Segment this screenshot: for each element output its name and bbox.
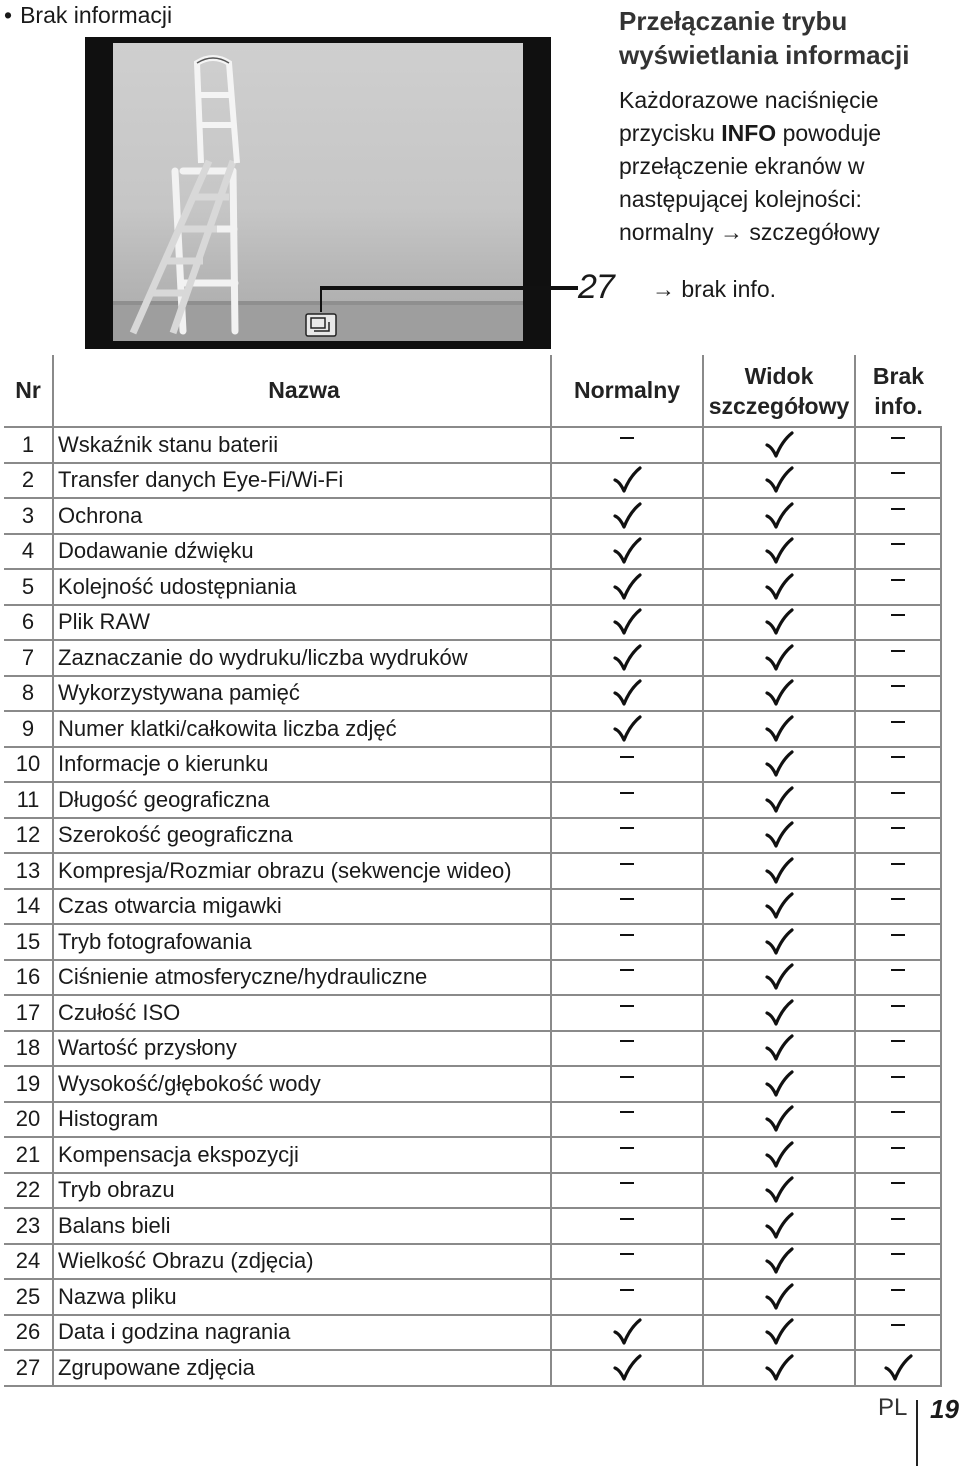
dash-icon bbox=[891, 1147, 905, 1149]
row-name: Plik RAW bbox=[53, 605, 551, 641]
row-normal bbox=[551, 995, 703, 1031]
dash-icon bbox=[620, 1182, 634, 1184]
row-name: Czułość ISO bbox=[53, 995, 551, 1031]
table-row bbox=[4, 889, 941, 925]
row-name: Ciśnienie atmosferyczne/hydrauliczne bbox=[53, 960, 551, 996]
table-row bbox=[4, 534, 941, 570]
dash-icon bbox=[891, 1005, 905, 1007]
table-row bbox=[4, 1066, 941, 1102]
check-icon bbox=[764, 821, 794, 846]
row-none bbox=[855, 924, 941, 960]
row-name: Wartość przysłony bbox=[53, 1031, 551, 1067]
row-name: Wskaźnik stanu baterii bbox=[53, 427, 551, 463]
check-icon bbox=[883, 1354, 913, 1379]
row-detail bbox=[703, 605, 855, 641]
dash-icon bbox=[891, 614, 905, 616]
row-detail bbox=[703, 853, 855, 889]
row-detail bbox=[703, 1350, 855, 1386]
row-none bbox=[855, 1137, 941, 1173]
table-row bbox=[4, 1279, 941, 1315]
row-number: 19 bbox=[4, 1066, 53, 1102]
row-detail bbox=[703, 960, 855, 996]
row-name: Balans bieli bbox=[53, 1208, 551, 1244]
table-row bbox=[4, 1315, 941, 1351]
dash-icon bbox=[620, 969, 634, 971]
table-row bbox=[4, 1244, 941, 1280]
dash-icon bbox=[620, 437, 634, 439]
dash-icon bbox=[891, 863, 905, 865]
row-none bbox=[855, 747, 941, 783]
row-detail bbox=[703, 818, 855, 854]
header-none-line1: Brak bbox=[872, 362, 925, 389]
row-number: 10 bbox=[4, 747, 53, 783]
row-detail bbox=[703, 640, 855, 676]
dash-icon bbox=[891, 543, 905, 545]
row-number: 17 bbox=[4, 995, 53, 1031]
callout-pointer bbox=[320, 286, 580, 316]
check-icon bbox=[764, 928, 794, 953]
dash-icon bbox=[891, 472, 905, 474]
row-detail bbox=[703, 782, 855, 818]
row-normal bbox=[551, 1031, 703, 1067]
table-row bbox=[4, 569, 941, 605]
row-number: 21 bbox=[4, 1137, 53, 1173]
table-row bbox=[4, 463, 941, 499]
row-detail bbox=[703, 1279, 855, 1315]
row-number: 18 bbox=[4, 1031, 53, 1067]
display-items-table bbox=[4, 355, 942, 1387]
table-row bbox=[4, 498, 941, 534]
check-icon bbox=[764, 1070, 794, 1095]
row-detail bbox=[703, 463, 855, 499]
row-none bbox=[855, 605, 941, 641]
row-normal bbox=[551, 818, 703, 854]
table-row bbox=[4, 640, 941, 676]
row-none bbox=[855, 463, 941, 499]
row-none bbox=[855, 1350, 941, 1386]
row-none bbox=[855, 427, 941, 463]
row-number: 9 bbox=[4, 711, 53, 747]
row-none bbox=[855, 1244, 941, 1280]
row-name: Wielkość Obrazu (zdjęcia) bbox=[53, 1244, 551, 1280]
check-icon bbox=[612, 1318, 642, 1343]
table-row bbox=[4, 1173, 941, 1209]
row-name: Transfer danych Eye-Fi/Wi-Fi bbox=[53, 463, 551, 499]
table-row bbox=[4, 1102, 941, 1138]
section-title: Przełączanie trybu wyświetlania informacji bbox=[619, 6, 910, 70]
table-row bbox=[4, 1137, 941, 1173]
row-normal bbox=[551, 534, 703, 570]
row-normal bbox=[551, 960, 703, 996]
check-icon bbox=[612, 608, 642, 633]
check-icon bbox=[764, 537, 794, 562]
callout-number: 27 bbox=[578, 268, 614, 306]
display-mode-section bbox=[619, 4, 919, 302]
header-detail bbox=[703, 355, 855, 427]
row-detail bbox=[703, 676, 855, 712]
check-icon bbox=[764, 857, 794, 882]
row-name: Zgrupowane zdjęcia bbox=[53, 1350, 551, 1386]
dash-icon bbox=[891, 1289, 905, 1291]
dash-icon bbox=[891, 579, 905, 581]
row-none bbox=[855, 960, 941, 996]
check-icon bbox=[764, 1354, 794, 1379]
table-row bbox=[4, 995, 941, 1031]
check-icon bbox=[764, 679, 794, 704]
footer-separator bbox=[916, 1400, 918, 1466]
dash-icon bbox=[891, 685, 905, 687]
row-none bbox=[855, 640, 941, 676]
header-none bbox=[855, 355, 941, 427]
row-name: Histogram bbox=[53, 1102, 551, 1138]
row-detail bbox=[703, 427, 855, 463]
row-number: 2 bbox=[4, 463, 53, 499]
row-detail bbox=[703, 1031, 855, 1067]
row-normal bbox=[551, 889, 703, 925]
table-row bbox=[4, 960, 941, 996]
row-number: 15 bbox=[4, 924, 53, 960]
bullet-item bbox=[4, 2, 172, 29]
dash-icon bbox=[620, 1040, 634, 1042]
dash-icon bbox=[620, 1218, 634, 1220]
check-icon bbox=[764, 431, 794, 456]
table-header-row bbox=[4, 355, 941, 427]
row-normal bbox=[551, 569, 703, 605]
row-none bbox=[855, 498, 941, 534]
table-row bbox=[4, 1350, 941, 1386]
dash-icon bbox=[891, 650, 905, 652]
check-icon bbox=[764, 1247, 794, 1272]
row-name: Informacje o kierunku bbox=[53, 747, 551, 783]
row-number: 23 bbox=[4, 1208, 53, 1244]
dash-icon bbox=[891, 721, 905, 723]
description-part-1: Każdorazowe naciśnięcie przycisku bbox=[619, 87, 879, 146]
row-detail bbox=[703, 498, 855, 534]
dash-icon bbox=[620, 1253, 634, 1255]
row-normal bbox=[551, 1173, 703, 1209]
check-icon bbox=[612, 715, 642, 740]
row-none bbox=[855, 1315, 941, 1351]
dash-icon bbox=[891, 756, 905, 758]
description-part-2: powoduje przełączenie ekranów w następującej kolejności: normalny → szczegółowy bbox=[619, 120, 882, 245]
table-row bbox=[4, 818, 941, 854]
bullet-text: Brak informacji bbox=[20, 2, 173, 28]
row-name: Nazwa pliku bbox=[53, 1279, 551, 1315]
language-code: PL bbox=[878, 1394, 908, 1421]
row-number: 3 bbox=[4, 498, 53, 534]
row-name: Wysokość/głębokość wody bbox=[53, 1066, 551, 1102]
check-icon bbox=[764, 502, 794, 527]
table-row bbox=[4, 1031, 941, 1067]
row-none bbox=[855, 1173, 941, 1209]
row-number: 22 bbox=[4, 1173, 53, 1209]
row-none bbox=[855, 534, 941, 570]
dash-icon bbox=[620, 1111, 634, 1113]
check-icon bbox=[612, 679, 642, 704]
row-detail bbox=[703, 1137, 855, 1173]
row-number: 4 bbox=[4, 534, 53, 570]
table-row bbox=[4, 676, 941, 712]
dash-icon bbox=[620, 1076, 634, 1078]
row-name: Ochrona bbox=[53, 498, 551, 534]
row-none bbox=[855, 676, 941, 712]
table-row bbox=[4, 782, 941, 818]
row-name: Tryb fotografowania bbox=[53, 924, 551, 960]
row-name: Kompresja/Rozmiar obrazu (sekwencje wideo) bbox=[53, 853, 551, 889]
check-icon bbox=[764, 644, 794, 669]
row-normal bbox=[551, 1315, 703, 1351]
row-number: 11 bbox=[4, 782, 53, 818]
check-icon bbox=[764, 892, 794, 917]
row-normal bbox=[551, 1102, 703, 1138]
row-none bbox=[855, 1279, 941, 1315]
row-number: 16 bbox=[4, 960, 53, 996]
row-normal bbox=[551, 605, 703, 641]
table-row bbox=[4, 924, 941, 960]
dash-icon bbox=[891, 934, 905, 936]
page-footer bbox=[878, 1394, 959, 1424]
row-number: 8 bbox=[4, 676, 53, 712]
row-name: Numer klatki/całkowita liczba zdjęć bbox=[53, 711, 551, 747]
row-detail bbox=[703, 534, 855, 570]
row-normal bbox=[551, 853, 703, 889]
row-normal bbox=[551, 924, 703, 960]
row-number: 13 bbox=[4, 853, 53, 889]
row-detail bbox=[703, 1208, 855, 1244]
row-normal bbox=[551, 747, 703, 783]
row-number: 20 bbox=[4, 1102, 53, 1138]
row-number: 14 bbox=[4, 889, 53, 925]
check-icon bbox=[612, 1354, 642, 1379]
header-detail-line1: Widok bbox=[744, 362, 814, 389]
check-icon bbox=[764, 1034, 794, 1059]
check-icon bbox=[764, 999, 794, 1024]
dash-icon bbox=[620, 1289, 634, 1291]
row-detail bbox=[703, 995, 855, 1031]
check-icon bbox=[612, 502, 642, 527]
row-normal bbox=[551, 782, 703, 818]
row-none bbox=[855, 1102, 941, 1138]
table-row bbox=[4, 427, 941, 463]
row-normal bbox=[551, 1137, 703, 1173]
row-detail bbox=[703, 1066, 855, 1102]
row-name: Dodawanie dźwięku bbox=[53, 534, 551, 570]
row-normal bbox=[551, 1244, 703, 1280]
row-name: Kompensacja ekspozycji bbox=[53, 1137, 551, 1173]
check-icon bbox=[764, 1212, 794, 1237]
dash-icon bbox=[891, 1182, 905, 1184]
check-icon bbox=[764, 1141, 794, 1166]
row-normal bbox=[551, 676, 703, 712]
dash-icon bbox=[891, 437, 905, 439]
row-normal bbox=[551, 711, 703, 747]
row-none bbox=[855, 853, 941, 889]
dash-icon bbox=[891, 898, 905, 900]
row-none bbox=[855, 711, 941, 747]
row-number: 5 bbox=[4, 569, 53, 605]
header-none-line2: info. bbox=[874, 392, 923, 419]
row-none bbox=[855, 995, 941, 1031]
header-normal: Normalny bbox=[551, 355, 703, 427]
check-icon bbox=[764, 608, 794, 633]
row-detail bbox=[703, 569, 855, 605]
row-detail bbox=[703, 747, 855, 783]
row-normal bbox=[551, 498, 703, 534]
row-number: 1 bbox=[4, 427, 53, 463]
dash-icon bbox=[891, 1111, 905, 1113]
dash-icon bbox=[891, 969, 905, 971]
row-normal bbox=[551, 640, 703, 676]
row-normal bbox=[551, 1350, 703, 1386]
dash-icon bbox=[620, 898, 634, 900]
grouped-photos-icon bbox=[305, 313, 337, 337]
row-detail bbox=[703, 1315, 855, 1351]
check-icon bbox=[764, 466, 794, 491]
row-none bbox=[855, 889, 941, 925]
check-icon bbox=[764, 573, 794, 598]
table-row bbox=[4, 1208, 941, 1244]
dash-icon bbox=[620, 827, 634, 829]
dash-icon bbox=[620, 756, 634, 758]
header-nr: Nr bbox=[4, 355, 53, 427]
row-number: 27 bbox=[4, 1350, 53, 1386]
table-row bbox=[4, 747, 941, 783]
row-name: Wykorzystywana pamięć bbox=[53, 676, 551, 712]
table-row bbox=[4, 853, 941, 889]
row-normal bbox=[551, 1066, 703, 1102]
row-name: Data i godzina nagrania bbox=[53, 1315, 551, 1351]
row-normal bbox=[551, 1279, 703, 1315]
row-none bbox=[855, 1031, 941, 1067]
dash-icon bbox=[891, 508, 905, 510]
row-name: Długość geograficzna bbox=[53, 782, 551, 818]
table-row bbox=[4, 711, 941, 747]
dash-icon bbox=[891, 827, 905, 829]
row-normal bbox=[551, 1208, 703, 1244]
row-name: Czas otwarcia migawki bbox=[53, 889, 551, 925]
check-icon bbox=[764, 1176, 794, 1201]
row-name: Zaznaczanie do wydruku/liczba wydruków bbox=[53, 640, 551, 676]
dash-icon bbox=[891, 1253, 905, 1255]
row-detail bbox=[703, 1244, 855, 1280]
dash-icon bbox=[620, 934, 634, 936]
row-number: 26 bbox=[4, 1315, 53, 1351]
row-none bbox=[855, 1208, 941, 1244]
row-detail bbox=[703, 889, 855, 925]
check-icon bbox=[764, 1105, 794, 1130]
row-number: 25 bbox=[4, 1279, 53, 1315]
row-none bbox=[855, 818, 941, 854]
row-none bbox=[855, 569, 941, 605]
row-name: Tryb obrazu bbox=[53, 1173, 551, 1209]
header-detail-line2: szczegółowy bbox=[708, 392, 850, 419]
page-number: 19 bbox=[930, 1394, 959, 1424]
bullet-dot: • bbox=[4, 2, 13, 28]
row-normal bbox=[551, 463, 703, 499]
row-number: 12 bbox=[4, 818, 53, 854]
dash-icon bbox=[620, 1147, 634, 1149]
check-icon bbox=[764, 1318, 794, 1343]
header-name: Nazwa bbox=[53, 355, 551, 427]
row-detail bbox=[703, 1102, 855, 1138]
dash-icon bbox=[620, 1005, 634, 1007]
dash-icon bbox=[891, 1218, 905, 1220]
dash-icon bbox=[891, 1040, 905, 1042]
check-icon bbox=[612, 537, 642, 562]
row-number: 24 bbox=[4, 1244, 53, 1280]
row-name: Szerokość geograficzna bbox=[53, 818, 551, 854]
row-number: 6 bbox=[4, 605, 53, 641]
row-detail bbox=[703, 1173, 855, 1209]
row-detail bbox=[703, 924, 855, 960]
dash-icon bbox=[620, 792, 634, 794]
check-icon bbox=[612, 573, 642, 598]
row-detail bbox=[703, 711, 855, 747]
check-icon bbox=[612, 644, 642, 669]
dash-icon bbox=[891, 1324, 905, 1326]
dash-icon bbox=[620, 863, 634, 865]
row-none bbox=[855, 782, 941, 818]
check-icon bbox=[764, 1283, 794, 1308]
row-number: 7 bbox=[4, 640, 53, 676]
info-key-label: INFO bbox=[721, 120, 777, 146]
dash-icon bbox=[891, 792, 905, 794]
check-icon bbox=[764, 963, 794, 988]
table-row bbox=[4, 605, 941, 641]
row-normal bbox=[551, 427, 703, 463]
dash-icon bbox=[891, 1076, 905, 1078]
check-icon bbox=[764, 715, 794, 740]
description-tail: → brak info. bbox=[652, 276, 776, 302]
section-description bbox=[619, 84, 919, 249]
check-icon bbox=[612, 466, 642, 491]
row-name: Kolejność udostępniania bbox=[53, 569, 551, 605]
row-none bbox=[855, 1066, 941, 1102]
check-icon bbox=[764, 750, 794, 775]
check-icon bbox=[764, 786, 794, 811]
